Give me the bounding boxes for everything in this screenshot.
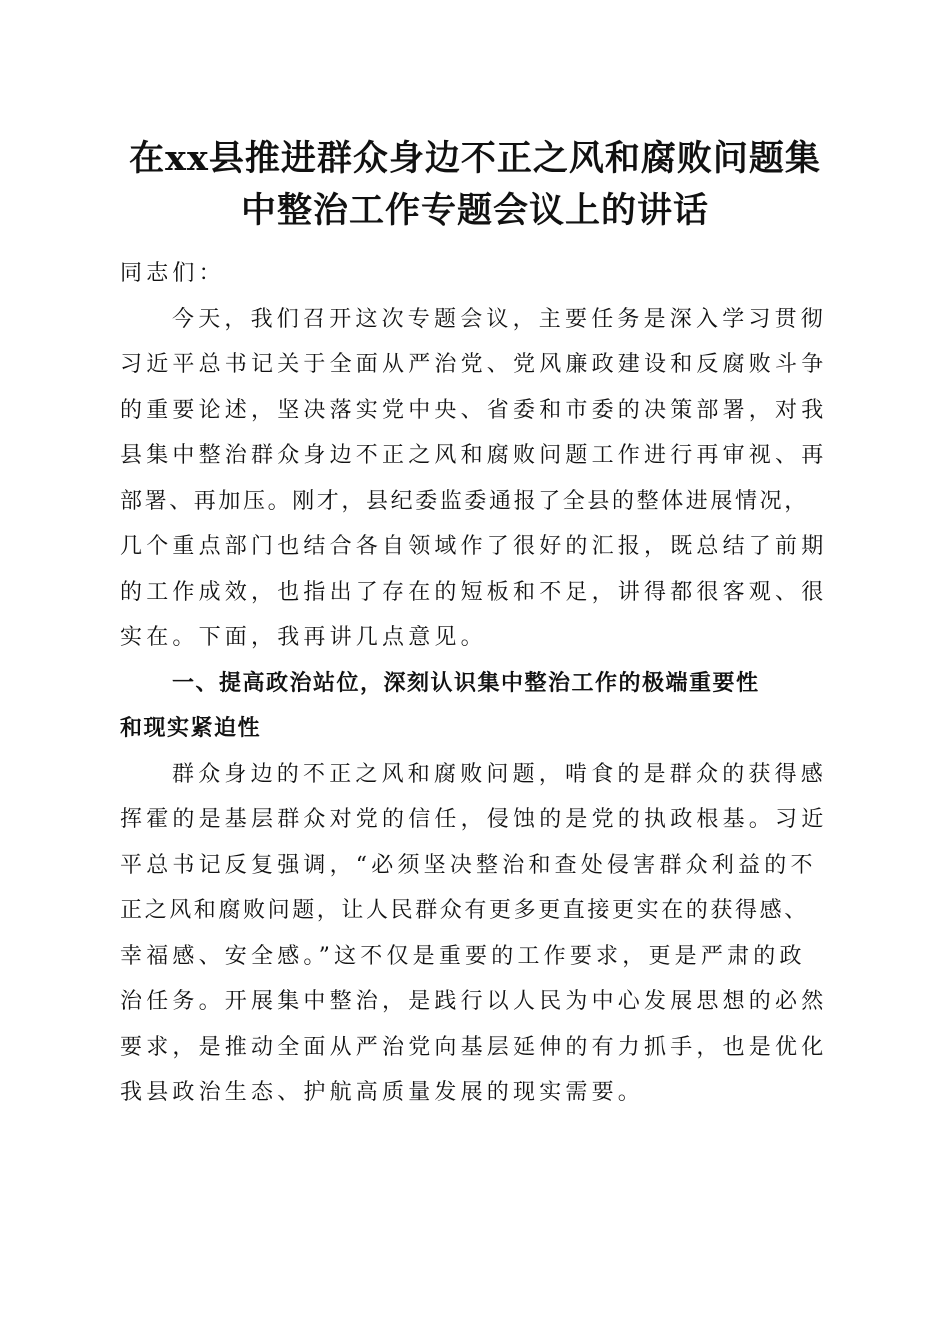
paragraph-line: 部署、再加压。刚才，县纪委监委通报了全县的整体进展情况， bbox=[120, 488, 809, 514]
paragraph-line: 治任务。开展集中整治，是践行以人民为中心发展思想的必然 bbox=[120, 989, 828, 1014]
section-heading-1 bbox=[120, 661, 840, 752]
paragraph-section-1 bbox=[120, 752, 840, 1116]
paragraph-line: 实在。下面，我再讲几点意见。 bbox=[120, 625, 487, 650]
paragraph-line: 平总书记反复强调，“必须坚决整治和查处侵害群众利益的不 bbox=[120, 852, 817, 878]
paragraph-line: 我县政治生态、护航高质量发展的现实需要。 bbox=[120, 1080, 645, 1105]
paragraph-line: 的工作成效，也指出了存在的短板和不足，讲得都很客观、很 bbox=[120, 579, 828, 605]
paragraph-line: 正之风和腐败问题，让人民群众有更多更直接更实在的获得感、 bbox=[120, 898, 809, 923]
paragraph-line: 群众身边的不正之风和腐败问题，啃食的是群众的获得感 bbox=[172, 761, 828, 787]
title-line-1: 在xx县推进群众身边不正之风和腐败问题集 bbox=[129, 138, 821, 179]
title-line-2: 中整治工作专题会议上的讲话 bbox=[240, 190, 709, 231]
paragraph-line: 几个重点部门也结合各自领域作了很好的汇报，既总结了前期 bbox=[120, 534, 828, 559]
paragraph-line: 的重要论述，坚决落实党中央、省委和市委的决策部署，对我 bbox=[120, 397, 828, 423]
salutation: 同志们： bbox=[120, 261, 225, 286]
paragraph-intro bbox=[120, 297, 840, 661]
paragraph-line: 习近平总书记关于全面从严治党、党风廉政建设和反腐败斗争 bbox=[120, 352, 828, 377]
paragraph-line: 今天，我们召开这次专题会议，主要任务是深入学习贯彻 bbox=[172, 306, 828, 332]
section-heading-line: 和现实紧迫性 bbox=[120, 716, 262, 741]
paragraph-line: 幸福感、安全感。”这不仅是重要的工作要求，更是严肃的政 bbox=[120, 943, 806, 969]
section-heading-line: 一、提高政治站位，深刻认识集中整治工作的极端重要性 bbox=[172, 670, 760, 696]
paragraph-line: 挥霍的是基层群众对党的信任，侵蚀的是党的执政根基。习近 bbox=[120, 807, 828, 832]
document-title bbox=[100, 133, 850, 237]
paragraph-line: 要求，是推动全面从严治党向基层延伸的有力抓手，也是优化 bbox=[120, 1034, 828, 1060]
document-body bbox=[120, 251, 840, 1116]
paragraph-line: 县集中整治群众身边不正之风和腐败问题工作进行再审视、再 bbox=[120, 443, 828, 468]
